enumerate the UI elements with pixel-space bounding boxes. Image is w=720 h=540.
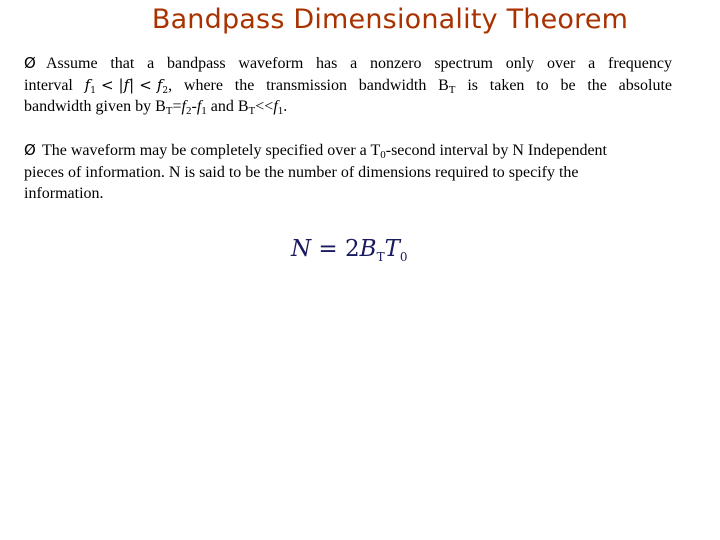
text-run: -second interval by N Independent	[385, 142, 607, 159]
text-run: is taken to be the absolute	[455, 76, 672, 94]
paragraph-line	[24, 140, 672, 162]
math-var: f	[123, 75, 130, 94]
abs-bar: |	[129, 75, 135, 94]
math-var: T	[384, 236, 400, 262]
text-sub: T	[448, 83, 456, 96]
frequency-inequality	[85, 76, 168, 94]
text-sub: 1	[277, 105, 284, 117]
text-run: =	[172, 98, 182, 115]
paragraph-line	[24, 53, 672, 75]
math-op: <	[100, 75, 114, 94]
math-op: = 2	[311, 236, 360, 262]
math-var: f	[273, 98, 278, 115]
text-run: , where the transmission bandwidth B	[168, 76, 449, 94]
math-sub: 2	[162, 85, 169, 96]
math-var: f	[196, 98, 202, 115]
arrow-bullet-icon: Ø	[24, 54, 36, 72]
text-sub: 2	[185, 105, 192, 117]
math-var: f	[181, 98, 186, 115]
paragraph-line: information.	[24, 185, 104, 202]
text-sub: 1	[201, 105, 207, 117]
abs-bar: |	[118, 75, 124, 94]
text-run: Assume that a bandpass waveform has a nonzero spectrum only over a frequency	[46, 55, 672, 72]
text-run: bandwidth given by B	[24, 98, 166, 115]
dimension-formula	[291, 236, 408, 262]
paragraph-line	[24, 75, 672, 97]
text-run: .	[283, 98, 288, 115]
bullet-paragraph-specification	[24, 140, 672, 205]
text-sub: T	[165, 105, 173, 117]
math-var: N	[291, 236, 312, 262]
paragraph-line: pieces of information. N is said to be the number of dimensions required to specify the	[24, 163, 579, 181]
math-sub: 0	[399, 250, 408, 264]
bullet-paragraph-assumption	[24, 53, 672, 118]
text-sub: T	[248, 105, 256, 117]
math-var: f	[84, 75, 91, 94]
math-sub: T	[376, 250, 385, 264]
text-run: The waveform may be completely specified over a T	[42, 142, 381, 159]
math-var: f	[156, 75, 163, 94]
text-run: <<	[255, 98, 274, 115]
math-var: B	[359, 236, 377, 262]
text-run: -	[191, 98, 197, 115]
text-run: and B	[206, 98, 249, 115]
arrow-bullet-icon: Ø	[24, 141, 36, 159]
text-run: interval	[24, 76, 73, 94]
paragraph-line	[24, 96, 672, 118]
math-sub: 1	[90, 85, 96, 96]
math-op: <	[139, 75, 152, 94]
text-sub: 0	[380, 149, 386, 161]
slide-title: Bandpass Dimensionality Theorem	[151, 4, 629, 35]
